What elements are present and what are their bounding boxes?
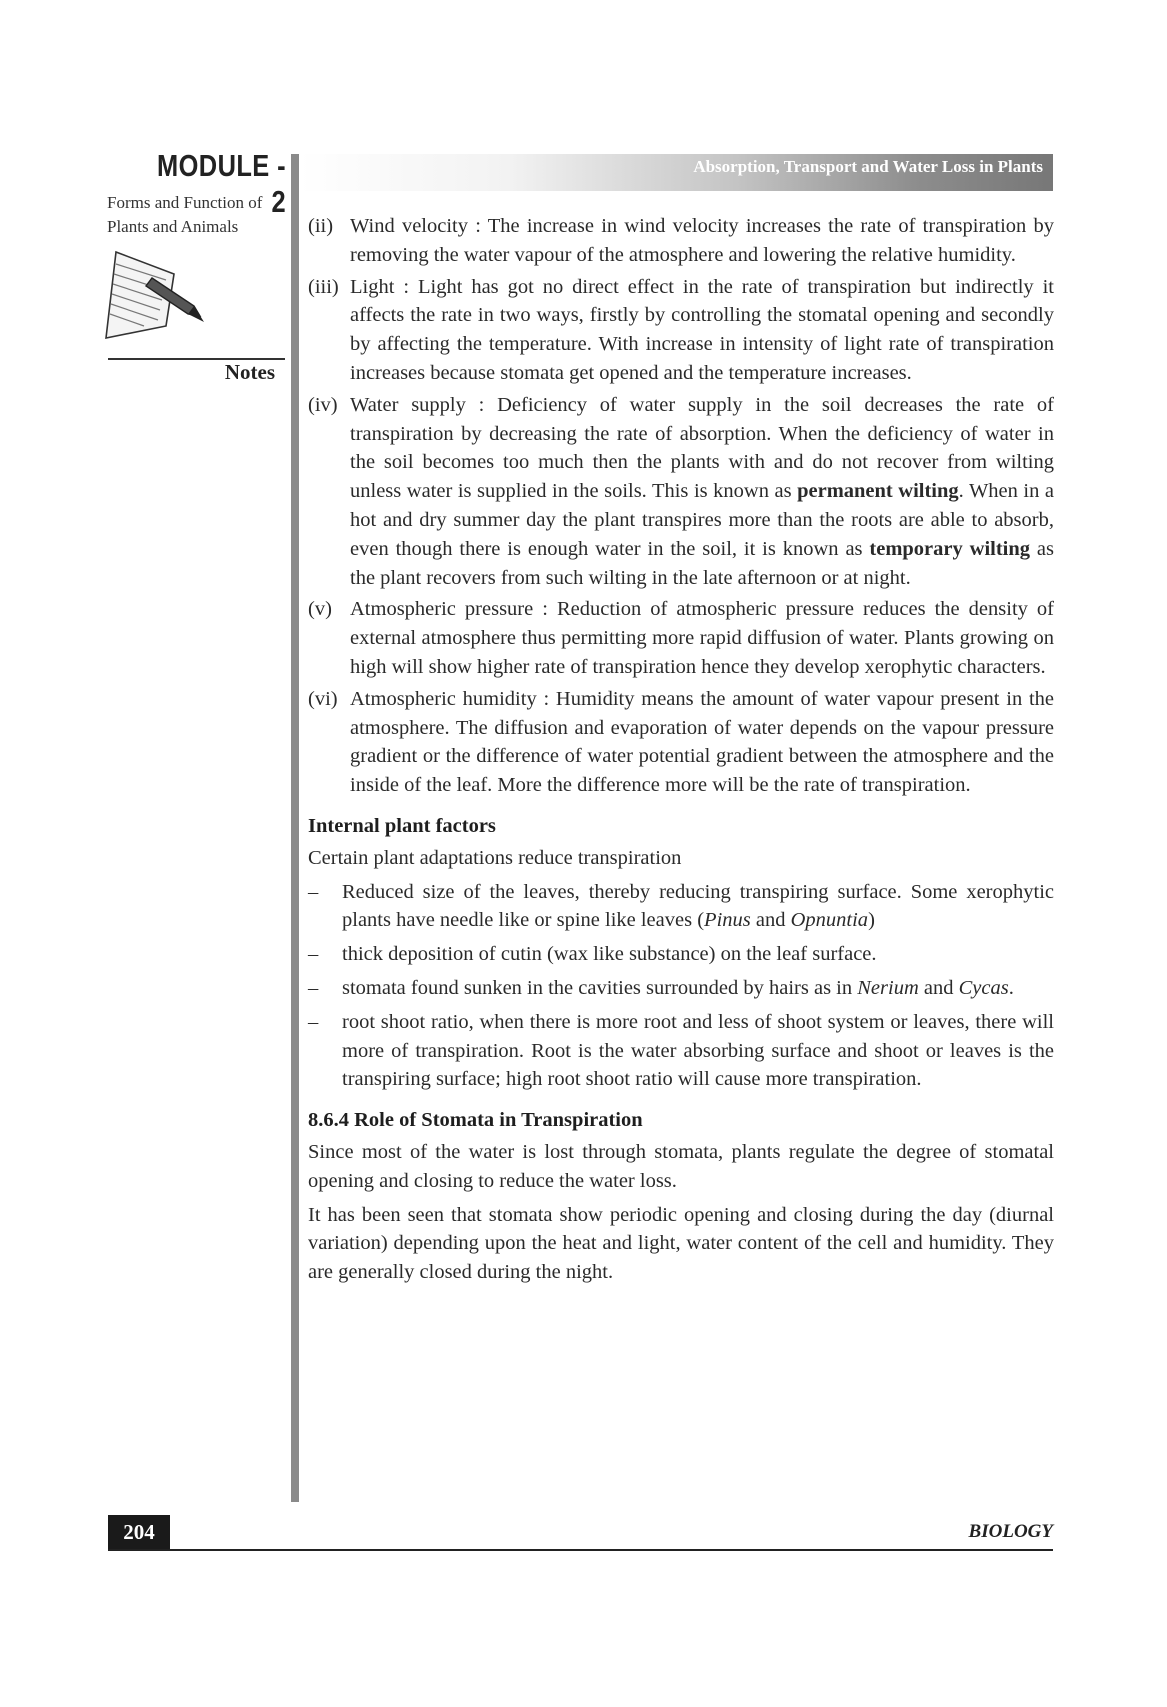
item-number: (ii) (308, 215, 334, 237)
main-content (308, 212, 1054, 1292)
item-number: (v) (308, 598, 332, 621)
species-name: Cycas (958, 976, 1009, 999)
footer-rule (108, 1549, 1053, 1551)
item-text: . When in a hot and dry summer day the plant transpires more than the roots are able to absorb, even though there is enough water in the soil, it is known as (350, 480, 1054, 560)
item-text: thick deposition of cutin (wax like substance) on the leaf surface. (342, 943, 877, 966)
dash-bullet: – (308, 976, 319, 999)
factor-item (308, 685, 1054, 800)
dash-bullet: – (308, 1010, 319, 1033)
item-number: (vi) (308, 687, 338, 710)
factor-item (308, 595, 1054, 681)
item-text: Water supply : Deficiency of water supply in the soil decreases the rate of transpiration by decreasing the rate of absorption. When the deficiency of water in the soil becomes too much then the plants with and do not recover from wilting unless water is supplied in the soils. This is known as (350, 393, 1054, 503)
page-number: 204 (108, 1515, 170, 1549)
item-text: Wind velocity : The increase in wind velocity increases the rate of transpiration by removing the water vapour of the atmosphere and lowering the relative humidity. (350, 215, 1054, 266)
section-heading: Internal plant factors (308, 814, 496, 837)
section-heading: 8.6.4 Role of Stomata in Transpiration (308, 1109, 643, 1132)
factor-item (308, 391, 1054, 593)
list-item (308, 974, 1054, 1003)
term-temporary-wilting: temporary wilting (869, 537, 1031, 560)
module-subtitle: Forms and Function of Plants and Animals (107, 193, 263, 236)
paragraph: Certain plant adaptations reduce transpiration (308, 846, 682, 869)
species-name: Opnuntia (790, 909, 869, 932)
list-item (308, 940, 1054, 969)
chapter-title: Absorption, Transport and Water Loss in Plants (693, 157, 1043, 176)
paragraph: It has been seen that stomata show periodic opening and closing during the day (diurnal variation) depending upon the heat and light, water content of the cell and humidity. They are generally closed during the night. (308, 1203, 1054, 1284)
item-number: (iii) (308, 275, 339, 298)
running-header (299, 154, 1053, 191)
factor-item (308, 212, 1054, 270)
item-text: root shoot ratio, when there is more root and less of shoot system or leaves, there will more of transpiration. Root is the water absorbing surface and shoot or leaves is the transpiring surface; high root shoot ratio will cause more transpiration. (342, 1010, 1054, 1091)
item-text: Light : Light has got no direct effect in the rate of transpiration but indirectly it affects the rate in two ways, firstly by controlling the stomatal opening and secondly by affecting the temperature. With increase in intensity of light rate of transpiration increases because stomata get opened and the temperature increases. (350, 275, 1054, 384)
item-text: ) (868, 909, 875, 932)
species-name: Nerium (857, 976, 919, 999)
dash-bullet: – (308, 880, 319, 903)
item-text: Atmospheric pressure : Reduction of atmospheric pressure reduces the density of external atmosphere thus permitting more rapid diffusion of water. Plants growing on high will show higher rate of transpiration hence they develop xerophytic characters. (350, 598, 1054, 678)
item-text: stomata found sunken in the cavities surrounded by hairs as in (342, 976, 858, 999)
species-name: Pinus (704, 909, 751, 932)
item-text: as the plant recovers from such wilting in the late afternoon or at night. (350, 537, 1054, 589)
notes-label: Notes (224, 360, 275, 384)
item-text: and (750, 909, 791, 932)
factor-item (308, 273, 1054, 388)
list-item (308, 878, 1054, 936)
paragraph: Since most of the water is lost through stomata, plants regulate the degree of stomatal opening and closing to reduce the water loss. (308, 1140, 1054, 1192)
item-text: and (918, 976, 959, 999)
notes-pencil-icon (104, 244, 222, 354)
margin-bar (291, 154, 299, 1502)
term-permanent-wilting: permanent wilting (797, 480, 959, 503)
item-text: Reduced size of the leaves, thereby reducing transpiring surface. Some xerophytic plants have needle like or spine like leaves ( (342, 880, 1054, 932)
item-number: (iv) (308, 393, 338, 416)
dash-bullet: – (308, 943, 319, 966)
list-item (308, 1008, 1054, 1094)
item-text: . (1008, 976, 1014, 999)
subject-label: BIOLOGY (968, 1521, 1053, 1542)
item-text: Atmospheric humidity : Humidity means the amount of water vapour present in the atmosphere. The diffusion and evaporation of water depends on the vapour pressure gradient or the difference of water potential gradient between the atmosphere and the inside of the leaf. More the difference more will be the rate of transpiration. (350, 687, 1054, 797)
module-label: MODULE - 2 (157, 148, 286, 219)
